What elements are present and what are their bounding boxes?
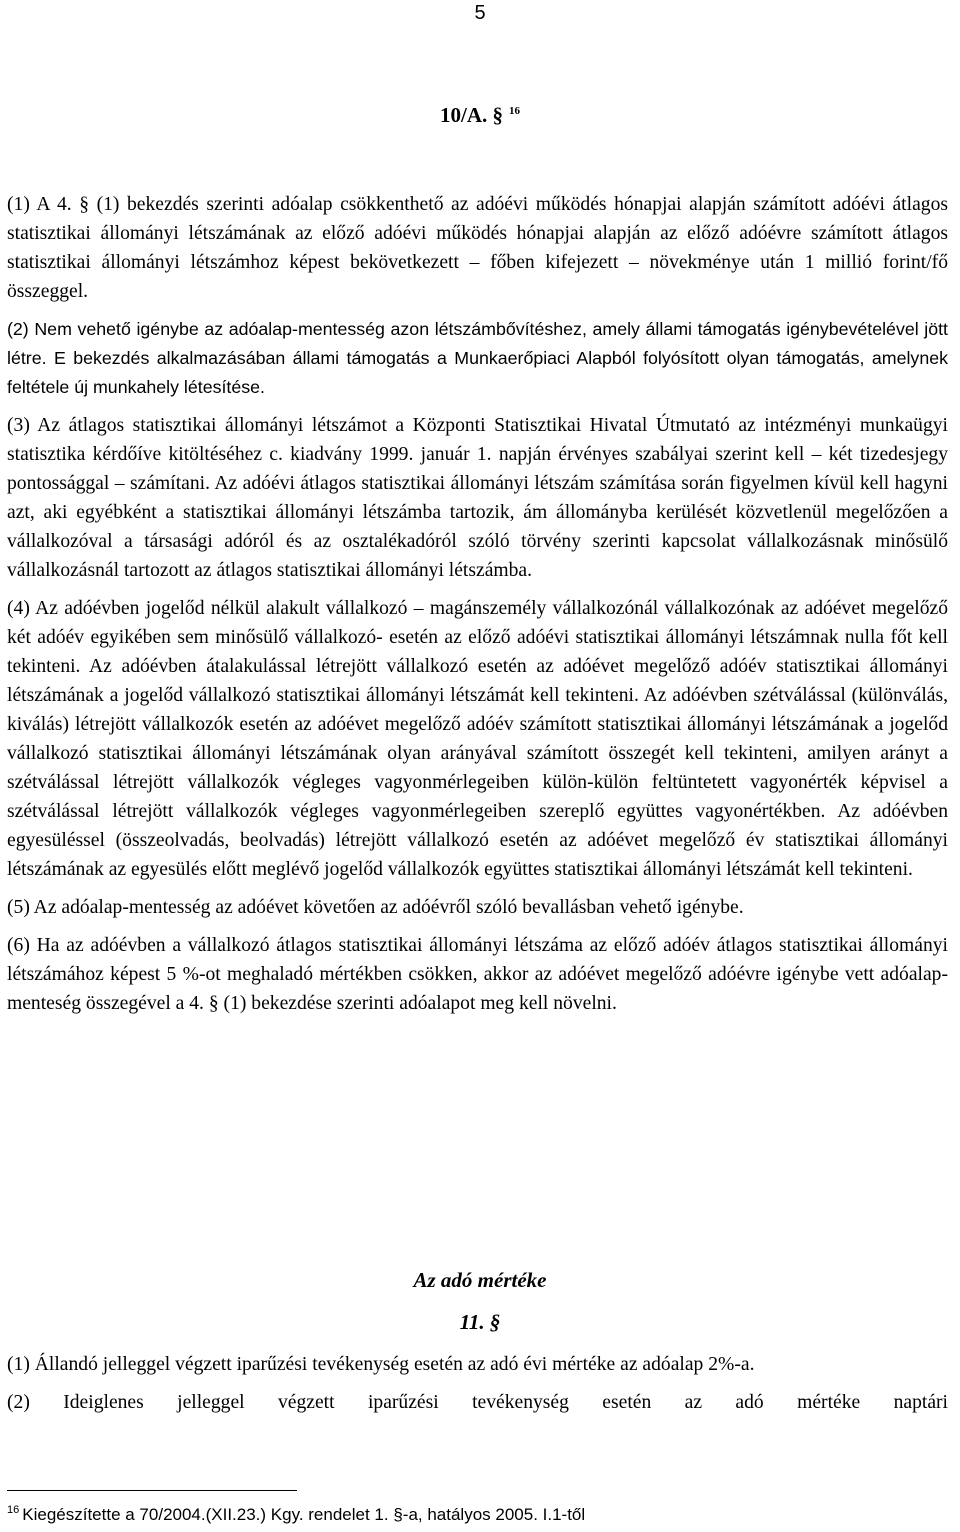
chapter-title: Az adó mértéke xyxy=(413,1268,547,1292)
page-number: 5 xyxy=(474,2,486,24)
article-body xyxy=(7,1350,948,1426)
footnote-text: Kiegészítette a 70/2004.(XII.23.) Kgy. rendelet 1. §-a, hatályos 2005. I.1-től xyxy=(22,1505,586,1524)
footnote-number: 16 xyxy=(7,1504,20,1516)
paragraph-3: (3) Az átlagos statisztikai állományi létszámot a Központi Statisztikai Hivatal Útmutató az intézményi munkaügyi statisztika kérdőíve kitöltéséhez c. kiadvány 1999. január 1. napján érvényes szabályai szerint kell – két tizedesjegy pontossággal – számítani. Az adóévi átlagos statisztikai állományi létszám számítása során figyelmen kívül kell hagyni azt, aki egyébként a statisztikai állományi létszámba tartozik, ám állományba kerülését közvetlenül megelőzően a vállalkozóval a társasági adóról és az osztalékadóról szóló törvény szerinti kapcsolat vállalkozásnak minősülő vállalkozásnál tartozott az átlagos statisztikai állományi létszámba. xyxy=(7,415,948,581)
paragraph-2: (2) Nem vehető igénybe az adóalap-mentesség azon létszámbővítéshez, amely állami támogatás igénybevételével jött létre. E bekezdés alkalmazásában állami támogatás a Munkaerőpiaci Alapból folyósított olyan támogatás, amelynek feltétele új munkahely létesítése. xyxy=(7,319,948,397)
section-body xyxy=(7,190,948,1027)
article-paragraph-1: (1) Állandó jelleggel végzett iparűzési tevékenység esetén az adó évi mértéke az adóalap 2%-a. xyxy=(7,1354,755,1375)
article-number: 11. § xyxy=(459,1310,501,1334)
section-title: 10/A. § xyxy=(440,103,503,127)
footnote xyxy=(7,1497,948,1528)
paragraph-4: (4) Az adóévben jogelőd nélkül alakult vállalkozó – magánszemély vállalkozónál vállalkozónak az adóévet megelőző két adóév egyikében sem minősülő vállalkozó- esetén az előző adóévi statisztikai állományi létszámnak nulla főt kell tekinteni. Az adóévben átalakulással létrejött vállalkozó esetén az adóévet megelőző adóév statisztikai állományi létszámának a jogelőd vállalkozó statisztikai állományi létszámát kell tekinteni. Az adóévben szétválással (különválás, kiválás) létrejött vállalkozók esetén az adóévet megelőző adóév számított statisztikai állományi létszámának a jogelőd vállalkozó statisztikai állományi létszámának olyan arányával számított összegét kell tekinteni, amilyen arányt a szétválással létrejött vállalkozók végleges vagyonmérlegeiben külön-külön feltüntetett vagyonérték képvisel a szétválással létrejött vállalkozók végleges vagyonmérlegeiben szereplő együttes vagyonértékben. Az adóévben egyesüléssel (összeolvadás, beolvadás) létrejött vállalkozó esetén az adóévet megelőző év statisztikai állományi létszámának az egyesülés előtt meglévő jogelőd vállalkozók együttes statisztikai állományi létszámát kell tekinteni. xyxy=(7,598,948,880)
footnote-reference[interactable]: 16 xyxy=(509,105,520,117)
paragraph-5: (5) Az adóalap-mentesség az adóévet követően az adóévről szóló bevallásban vehető igénybe. xyxy=(7,897,744,918)
footnote-divider xyxy=(7,1490,297,1491)
paragraph-6: (6) Ha az adóévben a vállalkozó átlagos statisztikai állományi létszáma az előző adóév átlagos statisztikai állományi létszámához képest 5 %-ot meghaladó mértékben csökken, akkor az adóévet megelőző adóévre igénybe vett adóalap-menteség összegével a 4. § (1) bekezdése szerinti adóalapot meg kell növelni. xyxy=(7,935,948,1014)
article-paragraph-2: (2) Ideiglenes jelleggel végzett iparűzési tevékenység esetén az adó mértéke naptári xyxy=(7,1392,948,1413)
section-heading xyxy=(0,103,960,128)
paragraph-1: (1) A 4. § (1) bekezdés szerinti adóalap csökkenthető az adóévi működés hónapjai alapján számított adóévi átlagos statisztikai állományi létszámának az előző adóévi működés hónapjai alapján az előző adóévre számított átlagos statisztikai állományi létszámhoz képest bekövetkezett – főben kifejezett – növekménye után 1 millió forint/fő összeggel. xyxy=(7,194,948,302)
